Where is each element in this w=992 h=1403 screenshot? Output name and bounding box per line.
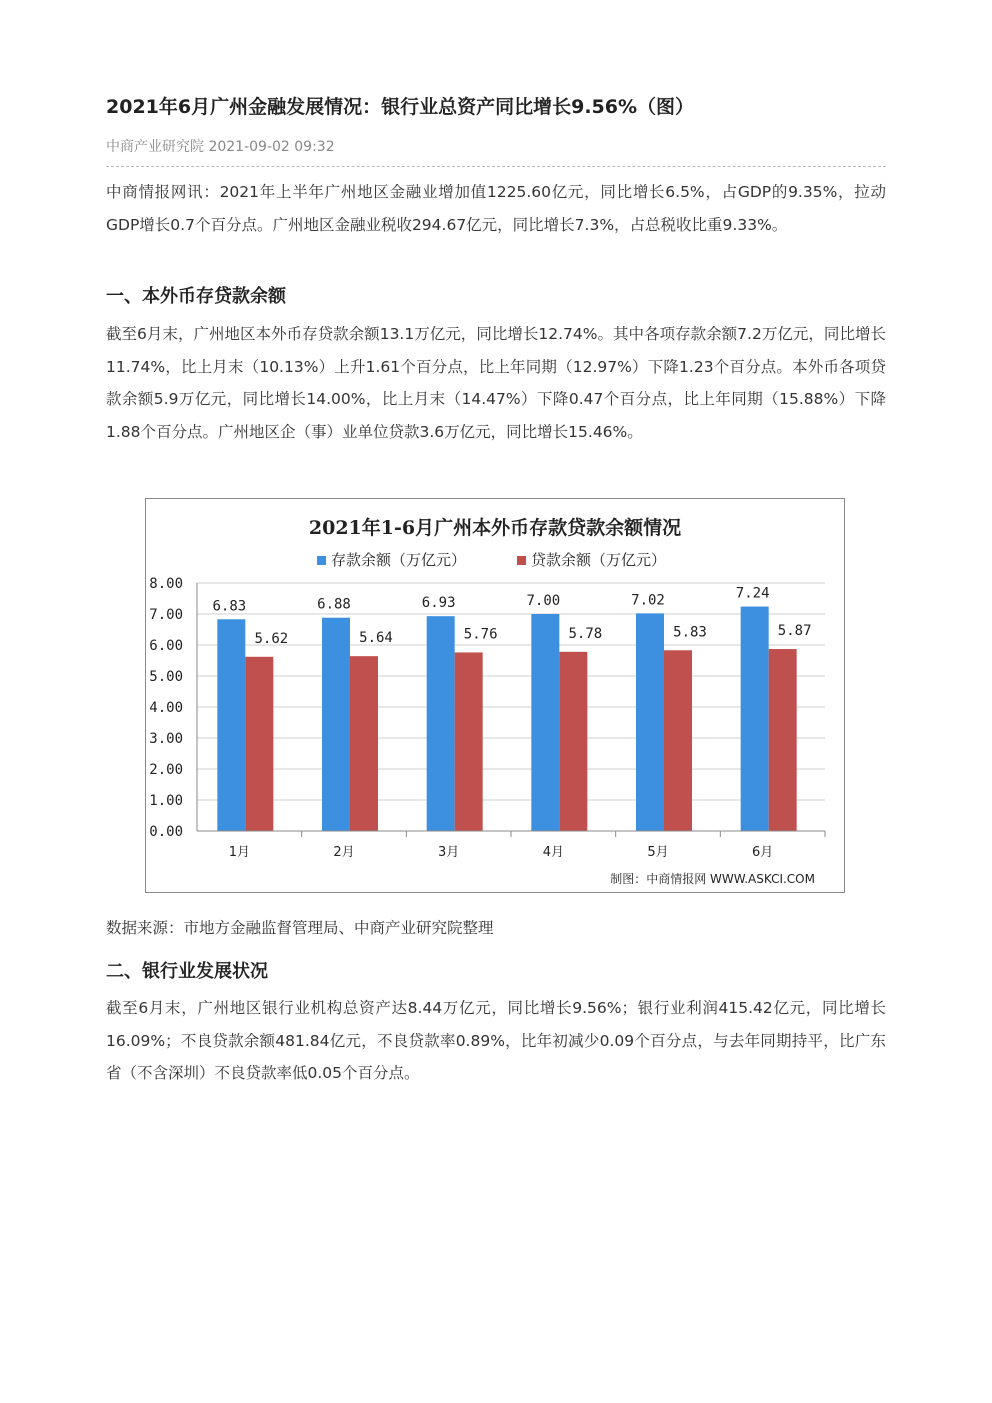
data-label-loan-5: 5.83: [673, 624, 707, 641]
chart: [145, 498, 845, 893]
bar-loan-1: [245, 657, 273, 831]
chart-svg: [145, 498, 845, 893]
section2-heading: 二、银行业发展状况: [106, 961, 268, 982]
bar-loan-6: [769, 649, 797, 831]
bar-loan-2: [350, 656, 378, 831]
chart-credit: 制图：中商情报网 WWW.ASKCI.COM: [610, 872, 815, 886]
bar-deposit-3: [427, 616, 455, 831]
y-tick-label: 3.00: [149, 731, 183, 747]
y-tick-label: 8.00: [149, 576, 183, 592]
data-label-loan-6: 5.87: [777, 623, 812, 640]
article-meta: 中商产业研究院 2021-09-02 09:32: [106, 139, 335, 155]
data-label-loan-4: 5.78: [568, 625, 603, 642]
x-tick-label: 6月: [752, 845, 774, 860]
legend-label-1: 存款余额（万亿元）: [331, 551, 467, 569]
data-label-deposit-4: 7.00: [526, 593, 561, 609]
x-tick-label: 1月: [228, 845, 250, 860]
data-label-deposit-3: 6.93: [421, 595, 456, 612]
data-label-deposit-6: 7.24: [735, 585, 770, 602]
bar-loan-4: [559, 652, 587, 831]
bar-deposit-6: [741, 607, 769, 831]
x-tick-label: 4月: [542, 845, 564, 860]
bar-loan-3: [455, 652, 483, 831]
legend-swatch-2: [517, 556, 526, 565]
y-tick-label: 0.00: [149, 824, 183, 840]
data-label-loan-3: 5.76: [463, 626, 498, 643]
section1-paragraph: 截至6月末，广州地区本外币存贷款余额13.1万亿元，同比增长12.74%。其中各项存款余额7.2万亿元，同比增长11.74%，比上月末（10.13%）上升1.61个百分点，比上年同期（12.97%）下降1.23个百分点。本外币各项贷款余额5.9万亿元，同比增长14.00%，比上月末（14.47%）下降0.47个百分点，比上年同期（15.88%）下降1.88个百分点。广州地区企（事）业单位贷款3.6万亿元，同比增长15.46%。: [106, 325, 886, 441]
chart-title: 2021年1-6月广州本外币存款贷款余额情况: [308, 517, 682, 539]
bar-loan-5: [664, 650, 692, 831]
y-tick-label: 6.00: [149, 638, 183, 654]
data-label-loan-1: 5.62: [254, 630, 289, 647]
intro-paragraph: 中商情报网讯：2021年上半年广州地区金融业增加值1225.60亿元，同比增长6.5%，占GDP的9.35%，拉动GDP增长0.7个百分点。广州地区金融业税收294.67亿元，同比增长7.3%，占总税收比重9.33%。: [106, 183, 886, 234]
divider: [106, 166, 886, 167]
data-label-deposit-1: 6.83: [212, 598, 247, 615]
data-label-deposit-2: 6.88: [317, 596, 351, 613]
y-tick-label: 1.00: [149, 793, 183, 809]
data-source: 数据来源：市地方金融监督管理局、中商产业研究院整理: [106, 919, 494, 937]
y-tick-label: 4.00: [149, 700, 183, 716]
section2-paragraph: 截至6月末，广州地区银行业机构总资产达8.44万亿元，同比增长9.56%；银行业利润415.42亿元，同比增长16.09%；不良贷款余额481.84亿元，不良贷款率0.89%，比年初减少0.09个百分点，与去年同期持平，比广东省（不含深圳）不良贷款率低0.05个百分点。: [106, 999, 886, 1082]
y-tick-label: 2.00: [149, 762, 183, 778]
legend-swatch-1: [317, 556, 326, 565]
bar-deposit-2: [322, 618, 350, 831]
article-title: 2021年6月广州金融发展情况：银行业总资产同比增长9.56%（图）: [106, 96, 695, 118]
bar-deposit-1: [217, 619, 245, 831]
data-label-loan-2: 5.64: [359, 630, 393, 647]
legend-label-2: 贷款余额（万亿元）: [531, 551, 667, 569]
section1-heading: 一、本外币存贷款余额: [106, 286, 286, 307]
x-tick-label: 2月: [333, 845, 355, 860]
bar-deposit-4: [531, 614, 559, 831]
x-tick-label: 5月: [647, 845, 669, 860]
data-label-deposit-5: 7.02: [631, 592, 665, 609]
y-tick-label: 5.00: [149, 669, 183, 685]
x-tick-label: 3月: [438, 845, 460, 860]
bar-deposit-5: [636, 613, 664, 831]
y-tick-label: 7.00: [149, 607, 183, 623]
